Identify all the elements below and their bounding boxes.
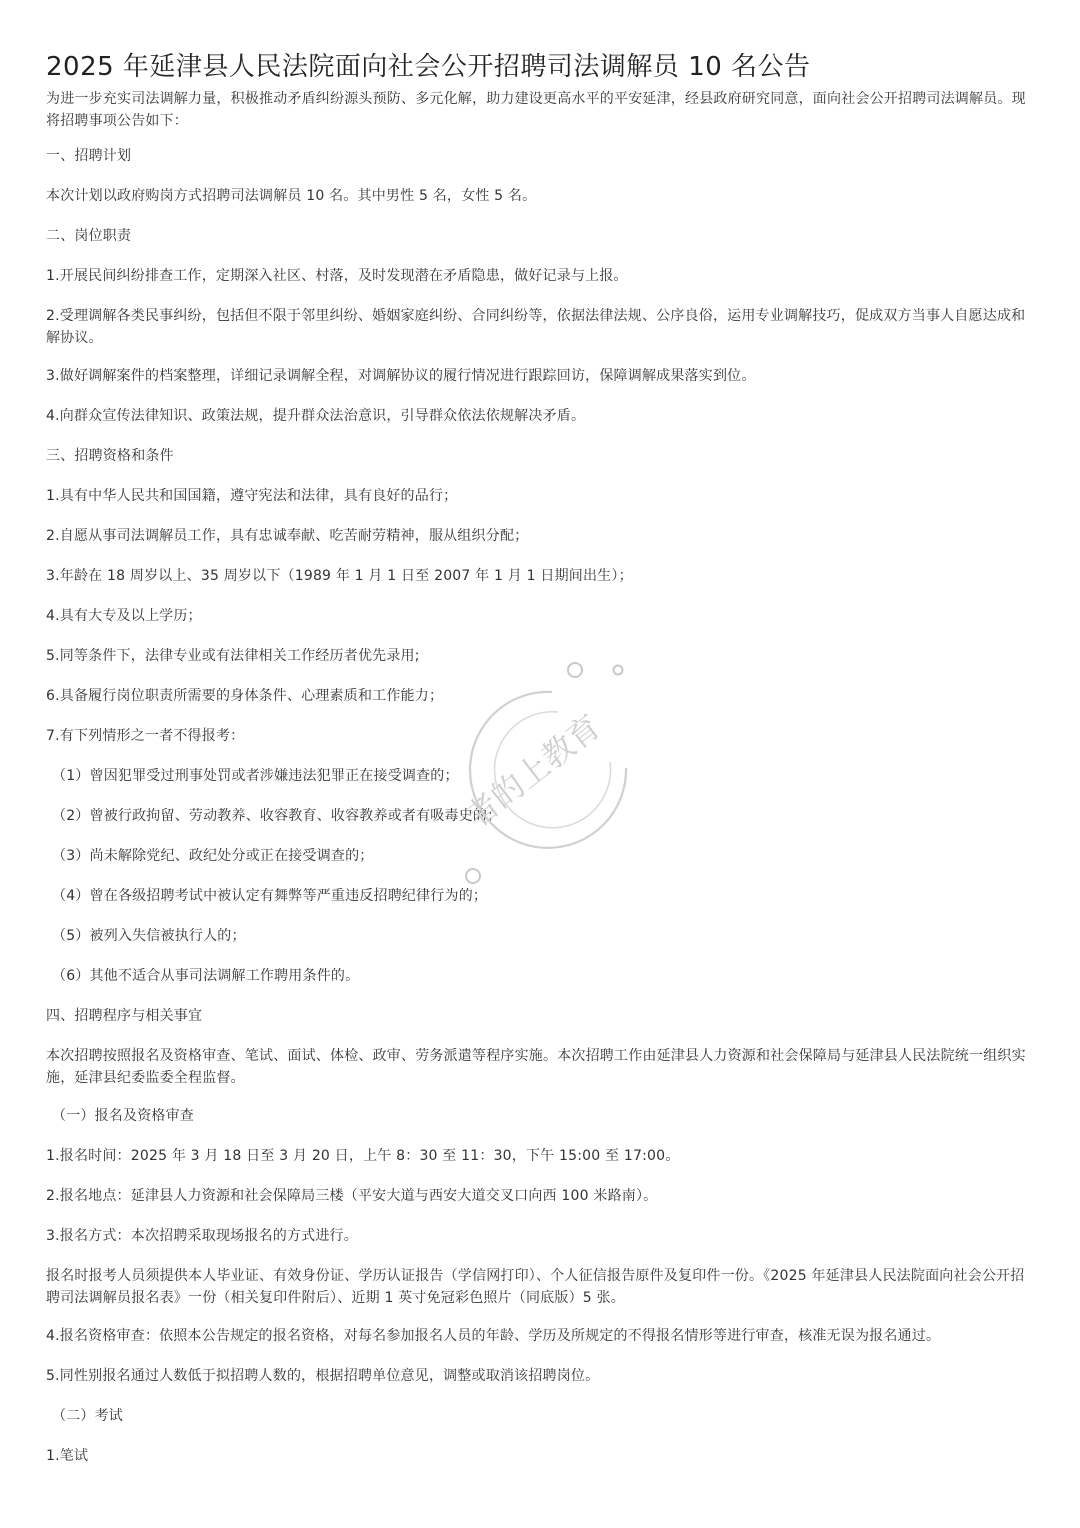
subsection-heading-exam: （二）考试 (52, 1408, 123, 1424)
duty-item: 3.做好调解案件的档案整理，详细记录调解全程，对调解协议的履行情况进行跟踪回访，保障调解成果落实到位。 (46, 368, 756, 384)
registration-item: 5.同性别报名通过人数低于拟招聘人数的，根据招聘单位意见，调整或取消该招聘岗位。 (46, 1368, 600, 1384)
subsection-heading-registration: （一）报名及资格审查 (52, 1108, 194, 1124)
section-heading-plan: 一、招聘计划 (46, 148, 132, 164)
qualification-item: 4.具有大专及以上学历； (46, 608, 202, 624)
exclusion-item: （4）曾在各级招聘考试中被认定有舞弊等严重违反招聘纪律行为的； (52, 888, 488, 904)
qualification-item: 3.年龄在 18 周岁以上、35 周岁以下（1989 年 1 月 1 日至 2007 年 1 月 1 日期间出生）； (46, 568, 633, 584)
paragraph: 本次计划以政府购岗方式招聘司法调解员 10 名。其中男性 5 名，女性 5 名。 (46, 188, 537, 204)
registration-item: 1.报名时间：2025 年 3 月 18 日至 3 月 20 日，上午 8：30 至 11：30，下午 15:00 至 17:00。 (46, 1148, 680, 1164)
paragraph: 报名时报考人员须提供本人毕业证、有效身份证、学历认证报告（学信网打印）、个人征信报告原件及复印件一份。《2025 年延津县人民法院面向社会公开招聘司法调解员报名表》一份（相关复印件附后）、近期 1 英寸免冠彩色照片（同底版）5 张。 (46, 1268, 1025, 1306)
exclusion-item: （2）曾被行政拘留、劳动教养、收容教育、收容教养或者有吸毒史的； (52, 808, 502, 824)
duty-item: 1.开展民间纠纷排查工作，定期深入社区、村落，及时发现潜在矛盾隐患，做好记录与上报。 (46, 268, 628, 284)
qualification-item: 1.具有中华人民共和国国籍，遵守宪法和法律，具有良好的品行； (46, 488, 458, 504)
exclusion-item: （1）曾因犯罪受过刑事处罚或者涉嫌违法犯罪正在接受调查的； (52, 768, 459, 784)
registration-item: 3.报名方式：本次招聘采取现场报名的方式进行。 (46, 1228, 358, 1244)
paragraph: 本次招聘按照报名及资格审查、笔试、面试、体检、政审、劳务派遣等程序实施。本次招聘工作由延津县人力资源和社会保障局与延津县人民法院统一组织实施，延津县纪委监委全程监督。 (46, 1048, 1026, 1086)
section-heading-duties: 二、岗位职责 (46, 228, 132, 244)
intro-paragraph: 为进一步充实司法调解力量，积极推动矛盾纠纷源头预防、多元化解，助力建设更高水平的平安延津，经县政府研究同意，面向社会公开招聘司法调解员。现将招聘事项公告如下： (46, 91, 1026, 129)
exclusion-item: （6）其他不适合从事司法调解工作聘用条件的。 (52, 968, 360, 984)
exclusion-item: （3）尚未解除党纪、政纪处分或正在接受调查的； (52, 848, 374, 864)
registration-item: 2.报名地点：延津县人力资源和社会保障局三楼（平安大道与西安大道交叉口向西 100 米路南）。 (46, 1188, 658, 1204)
section-heading-qualifications: 三、招聘资格和条件 (46, 448, 174, 464)
svg-text:者的上教育: 者的上教育 (458, 707, 608, 836)
qualification-item: 6.具备履行岗位职责所需要的身体条件、心理素质和工作能力； (46, 688, 444, 704)
registration-item: 4.报名资格审查：依照本公告规定的报名资格，对每名参加报名人员的年龄、学历及所规定的不得报名情形等进行审查，核准无误为报名通过。 (46, 1328, 941, 1344)
duty-item: 2.受理调解各类民事纠纷，包括但不限于邻里纠纷、婚姻家庭纠纷、合同纠纷等，依据法律法规、公序良俗，运用专业调解技巧，促成双方当事人自愿达成和解协议。 (46, 308, 1026, 346)
duty-item: 4.向群众宣传法律知识、政策法规，提升群众法治意识，引导群众依法依规解决矛盾。 (46, 408, 586, 424)
qualification-item: 2.自愿从事司法调解员工作，具有忠诚奉献、吃苦耐劳精神，服从组织分配； (46, 528, 529, 544)
exclusion-item: （5）被列入失信被执行人的； (52, 928, 246, 944)
section-heading-procedure: 四、招聘程序与相关事宜 (46, 1008, 203, 1024)
qualification-item: 5.同等条件下，法律专业或有法律相关工作经历者优先录用; (46, 648, 420, 664)
qualification-item: 7.有下列情形之一者不得报考： (46, 728, 245, 744)
watermark-logo (440, 650, 640, 890)
exam-item: 1.笔试 (46, 1448, 89, 1464)
document-title: 2025 年延津县人民法院面向社会公开招聘司法调解员 10 名公告 (46, 52, 811, 82)
